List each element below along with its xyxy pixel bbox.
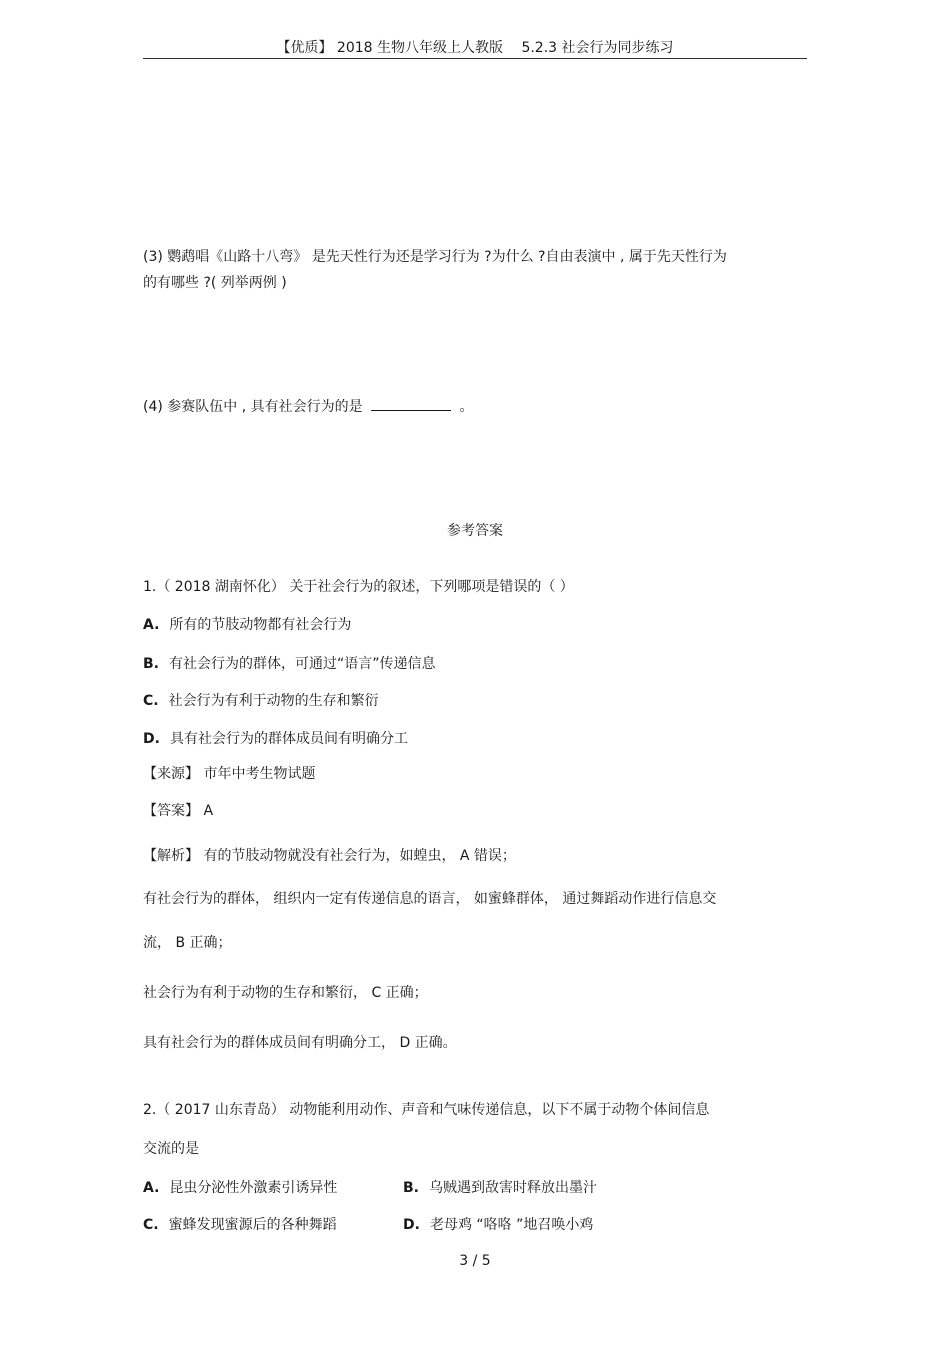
answer-blank (371, 398, 451, 411)
option-letter: A. (143, 1180, 160, 1196)
q1-option-c (143, 690, 379, 710)
answers-section-title: 参考答案 (447, 523, 503, 539)
option-text: 蜜蜂发现蜜源后的各种舞蹈 (168, 1217, 337, 1233)
option-text: 社会行为有利于动物的生存和繁衍 (168, 693, 379, 709)
option-letter: D. (403, 1217, 420, 1233)
question-3-line-1: (3) 鹦鹉唱《山路十八弯》 是先天性行为还是学习行为 ?为什么 ?自由表演中 , 属于先天性行为 (143, 249, 727, 265)
option-text: 老母鸡 “咯咯 ”地召唤小鸡 (429, 1217, 594, 1233)
q1-option-b (143, 653, 436, 673)
q2-option-b (403, 1177, 597, 1197)
option-text: 所有的节肢动物都有社会行为 (169, 617, 352, 633)
option-text: 具有社会行为的群体成员间有明确分工 (169, 731, 408, 747)
q2-option-a (143, 1177, 337, 1197)
option-letter: C. (143, 1217, 159, 1233)
q2-stem-line-1: 2.（ 2017 山东青岛） 动物能利用动作、声音和气味传递信息，以下不属于动物个体间信息 (143, 1102, 710, 1118)
page-number: 3 / 5 (459, 1253, 491, 1269)
q2-option-d (403, 1214, 593, 1234)
option-letter: B. (143, 656, 159, 672)
q1-analysis-line-2: 有社会行为的群体， 组织内一定有传递信息的语言， 如蜜蜂群体， 通过舞蹈动作进行信息交 (143, 891, 717, 907)
option-letter: C. (143, 693, 159, 709)
page-header-title: 【优质】 2018 生物八年级上人教版 5.2.3 社会行为同步练习 (276, 40, 674, 56)
q2-stem-line-2: 交流的是 (143, 1141, 199, 1157)
option-text: 有社会行为的群体，可通过“语言”传递信息 (169, 656, 436, 672)
q1-option-a (143, 614, 351, 634)
q1-option-d (143, 728, 408, 748)
option-letter: D. (143, 731, 160, 747)
q1-answer: 【答案】 A (143, 803, 214, 819)
q1-analysis-line-4: 社会行为有利于动物的生存和繁衍， C 正确； (143, 985, 428, 1001)
question-4-end: 。 (459, 399, 474, 415)
option-text: 昆虫分泌性外激素引诱异性 (169, 1180, 338, 1196)
option-letter: A. (143, 617, 160, 633)
question-3-line-2: 的有哪些 ?( 列举两例 ) (143, 275, 287, 291)
q2-option-c (143, 1214, 337, 1234)
q1-stem: 1.（ 2018 湖南怀化） 关于社会行为的叙述，下列哪项是错误的（ ） (143, 579, 574, 595)
option-letter: B. (403, 1180, 419, 1196)
header-divider (143, 58, 807, 59)
question-4 (143, 396, 474, 416)
option-text: 乌贼遇到敌害时释放出墨汁 (429, 1180, 597, 1196)
q1-analysis-line-5: 具有社会行为的群体成员间有明确分工， D 正确。 (143, 1035, 457, 1051)
q1-analysis-line-3: 流， B 正确； (143, 935, 232, 951)
q1-analysis-line-1: 【解析】 有的节肢动物就没有社会行为，如蝗虫， A 错误； (143, 848, 516, 864)
q1-source: 【来源】 市年中考生物试题 (143, 766, 316, 782)
question-4-text: (4) 参赛队伍中 , 具有社会行为的是 (143, 399, 363, 415)
